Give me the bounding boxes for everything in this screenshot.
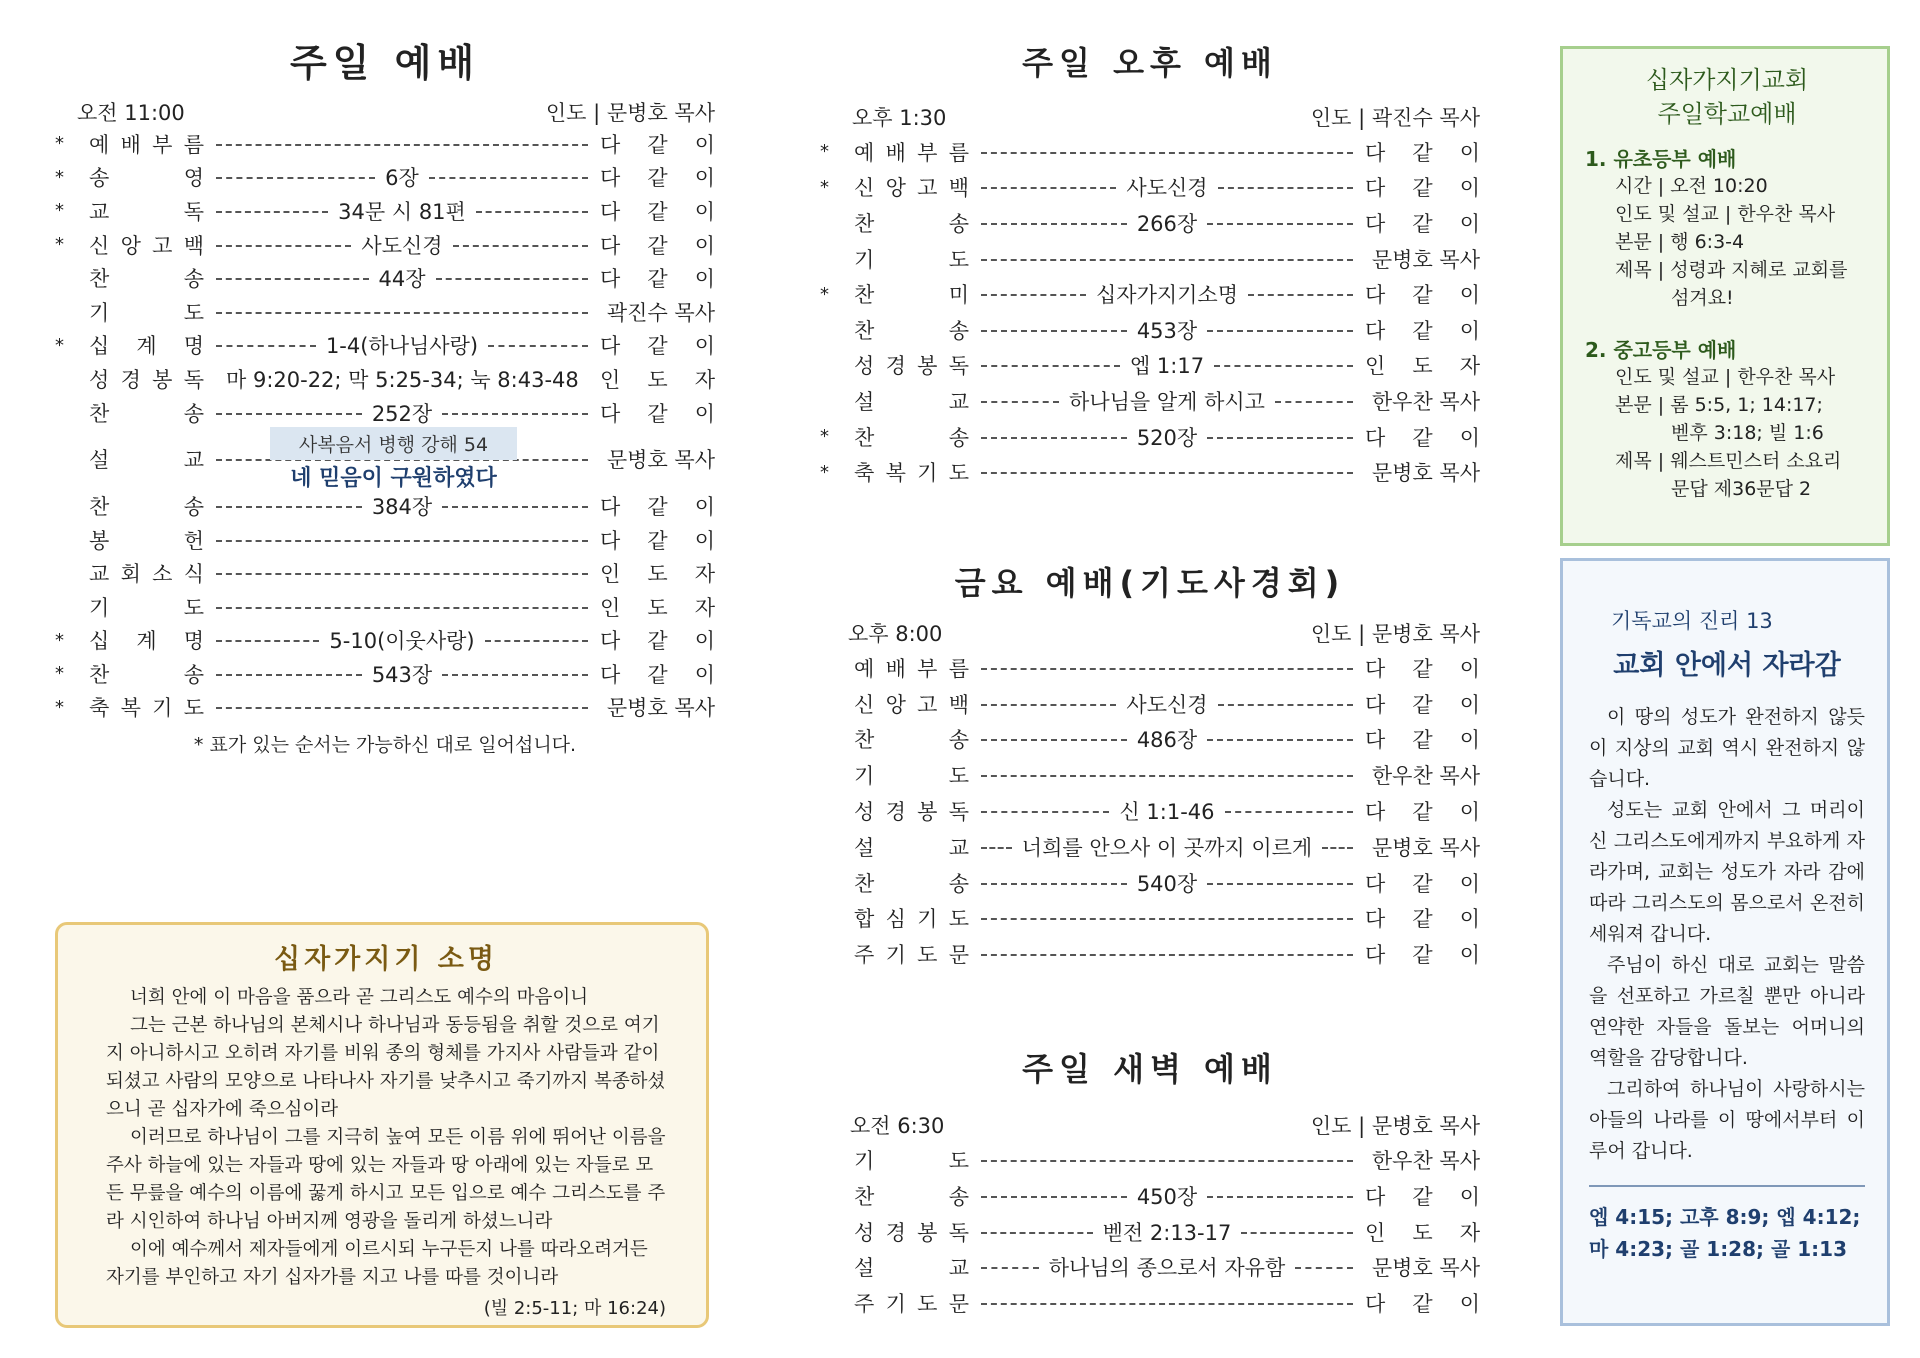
order-detail: 543장	[371, 662, 433, 687]
calling-paragraph: 그는 근본 하나님의 본체시나 하나님과 동등됨을 취할 것으로 여기지 아니하시고 오히려 자기를 비워 종의 형체를 가지사 사람들과 같이 되셨고 사람의 모양으로 나타나사 자기를 낮추시고 죽기까지 복종하셨으니 곧 십자가에 죽으심이라	[106, 1015, 666, 1120]
order-row	[820, 419, 1480, 455]
friday-title: 금요 예배(기도사경회)	[954, 563, 1346, 602]
order-by: 한우찬 목사	[1371, 764, 1480, 789]
order-list-after	[55, 489, 715, 724]
order-row	[55, 194, 715, 228]
order-by: 인 도 자	[1365, 1220, 1480, 1245]
stand-marker: *	[55, 133, 64, 155]
order-by: 다 같 이	[1365, 176, 1480, 201]
order-detail: 십자가지기소명	[1096, 283, 1239, 308]
order-label: 주 기 도 문	[854, 943, 969, 968]
order-label: 찬 송	[854, 425, 969, 450]
stand-marker: *	[55, 166, 64, 188]
order-label: 찬 송	[854, 1184, 969, 1209]
order-label: 성 경 봉 독	[854, 1220, 969, 1245]
order-row	[55, 295, 715, 329]
stand-marker: *	[55, 629, 64, 651]
calling-text	[106, 984, 666, 1292]
order-detail: 540장	[1136, 871, 1198, 896]
service-leader: 인도 | 문병호 목사	[1310, 1114, 1480, 1139]
order-by: 다 같 이	[1365, 425, 1480, 450]
friday-header	[820, 618, 1480, 648]
order-row	[820, 1250, 1480, 1286]
order-by: 문병호 목사	[1371, 835, 1480, 860]
sunday-main-title: 주일 예배	[289, 41, 481, 85]
order-label: 기 도	[854, 764, 969, 789]
order-label: 신 앙 고 백	[854, 692, 969, 717]
order-label: 기 도	[89, 300, 204, 325]
order-label: 축 복 기 도	[89, 696, 204, 721]
order-label: 예 배 부 름	[854, 140, 969, 165]
order-detail: 하나님을 알게 하시고	[1069, 389, 1265, 414]
order-by: 인 도 자	[600, 367, 715, 392]
order-by: 다 같 이	[600, 132, 715, 157]
order-by: 다 같 이	[1365, 318, 1480, 343]
order-by: 다 같 이	[1365, 140, 1480, 165]
service-time: 오전 6:30	[850, 1114, 945, 1139]
stand-marker: *	[820, 141, 829, 163]
order-row-sermon	[55, 429, 715, 492]
order-by: 다 같 이	[1365, 907, 1480, 932]
order-row	[820, 722, 1480, 758]
order-by: 곽진수 목사	[606, 300, 715, 325]
order-by: 다 같 이	[1365, 211, 1480, 236]
order-row	[820, 241, 1480, 277]
order-label: 찬 송	[89, 495, 204, 520]
stand-marker: *	[55, 200, 64, 222]
order-by: 문병호 목사	[1371, 1256, 1480, 1281]
sunday-school-line: 제목 | 성령과 지혜로 교회를 섬겨요!	[1615, 259, 1848, 309]
order-detail: 마 9:20-22; 막 5:25-34; 눅 8:43-48	[226, 367, 579, 392]
order-row	[820, 312, 1480, 348]
order-row	[820, 276, 1480, 312]
sunday-school-line: 본문 | 행 6:3-4	[1615, 231, 1745, 253]
order-label: 성 경 봉 독	[854, 354, 969, 379]
order-row	[820, 793, 1480, 829]
order-row	[820, 1214, 1480, 1250]
calling-ref: (빌 2:5-11; 마 16:24)	[483, 1298, 666, 1319]
truth-paragraph: 그리하여 하나님이 사랑하시는 아들의 나라를 이 땅에서부터 이루어 갑니다.	[1589, 1078, 1865, 1162]
order-row	[55, 690, 715, 724]
truth-divider	[1589, 1185, 1865, 1187]
order-label: 십 계 명	[89, 334, 204, 359]
calling-title: 십자가지기 소명	[274, 944, 498, 975]
stand-marker: *	[820, 283, 829, 305]
sunday-school-line: 시간 | 오전 10:20	[1615, 175, 1768, 197]
order-detail: 252장	[371, 401, 433, 426]
order-row	[820, 348, 1480, 384]
order-by: 다 같 이	[600, 528, 715, 553]
order-detail: 사도신경	[361, 233, 443, 258]
order-detail: 520장	[1136, 425, 1198, 450]
order-detail: 486장	[1136, 728, 1198, 753]
sunday-school-line: 제목 | 웨스트민스터 소요리 문답 제36문답 2	[1615, 450, 1842, 500]
service-leader: 인도 | 곽진수 목사	[1310, 106, 1480, 130]
service-time: 오후 8:00	[848, 621, 943, 646]
order-by: 다 같 이	[600, 334, 715, 359]
order-row	[820, 757, 1480, 793]
sunday-school-line: 인도 및 설교 | 한우찬 목사	[1615, 366, 1836, 388]
order-row	[55, 523, 715, 557]
order-row	[820, 686, 1480, 722]
order-row	[820, 865, 1480, 901]
order-label: 찬 송	[854, 871, 969, 896]
order-row	[820, 829, 1480, 865]
order-by: 다 같 이	[600, 233, 715, 258]
truth-title: 교회 안에서 자라감	[1613, 650, 1841, 681]
order-row	[820, 454, 1480, 490]
order-list	[820, 134, 1480, 490]
sunday-school-box	[1560, 46, 1890, 546]
order-label: 교 독	[89, 199, 204, 224]
sunday-school-sections	[1585, 143, 1869, 503]
order-label: 설 교	[89, 448, 204, 473]
order-label: 봉 헌	[89, 528, 204, 553]
middle-services	[820, 0, 1480, 1321]
order-label: 교 회 소 식	[89, 562, 204, 587]
order-by: 다 같 이	[600, 629, 715, 654]
order-detail: 1-4(하나님사랑)	[325, 334, 479, 359]
order-label: 찬 송	[854, 211, 969, 236]
order-by: 다 같 이	[600, 495, 715, 520]
stand-marker: *	[55, 234, 64, 256]
order-by: 다 같 이	[1365, 800, 1480, 825]
calling-paragraph: 이에 예수께서 제자들에게 이르시되 누구든지 나를 따라오려거든 자기를 부인하고 자기 십자가를 지고 나를 따를 것이니라	[106, 1239, 648, 1288]
sunday-school-line: 인도 및 설교 | 한우찬 목사	[1615, 203, 1836, 225]
order-by: 다 같 이	[600, 199, 715, 224]
order-label: 기 도	[89, 595, 204, 620]
stand-marker: *	[55, 696, 64, 718]
order-label: 기 도	[854, 1149, 969, 1173]
order-row	[820, 383, 1480, 419]
order-by: 다 같 이	[1365, 943, 1480, 968]
order-by: 다 같 이	[600, 166, 715, 191]
stand-marker: *	[820, 176, 829, 198]
sunday-pm-header	[820, 102, 1480, 132]
sunday-main-service	[55, 0, 715, 1319]
order-row	[820, 134, 1480, 170]
stand-marker: *	[55, 334, 64, 356]
truth-paragraph: 이 땅의 성도가 완전하지 않듯이 지상의 교회 역시 완전하지 않습니다.	[1589, 706, 1865, 790]
order-label: 예 배 부 름	[854, 656, 969, 681]
order-detail: 5-10(이웃사랑)	[329, 629, 475, 654]
order-detail: 너희를 안으사 이 곳까지 이르게	[1021, 835, 1313, 860]
stand-marker: *	[55, 663, 64, 685]
order-by: 인 도 자	[1365, 354, 1480, 379]
order-label: 축 복 기 도	[854, 461, 969, 486]
order-label: 합 심 기 도	[854, 907, 969, 932]
order-by: 다 같 이	[1365, 283, 1480, 308]
order-detail: 사도신경	[1126, 176, 1208, 201]
order-row	[820, 205, 1480, 241]
order-label: 찬 송	[854, 318, 969, 343]
order-by: 문병호 목사	[606, 448, 715, 473]
order-row	[55, 590, 715, 624]
stand-marker: *	[820, 461, 829, 483]
order-row	[820, 170, 1480, 206]
order-label: 찬 미	[854, 283, 969, 308]
truth-box	[1560, 558, 1890, 1326]
order-row	[55, 161, 715, 195]
order-detail: 엡 1:17	[1129, 354, 1205, 379]
order-label: 주 기 도 문	[854, 1292, 969, 1317]
order-row	[55, 623, 715, 657]
order-label: 찬 송	[89, 267, 204, 292]
stand-marker: *	[820, 426, 829, 448]
order-detail: 384장	[371, 495, 433, 520]
order-label: 찬 송	[854, 728, 969, 753]
order-detail: 34문 시 81편	[338, 199, 466, 224]
order-label: 기 도	[854, 247, 969, 272]
order-by: 다 같 이	[1365, 871, 1480, 896]
order-by: 한우찬 목사	[1371, 1149, 1480, 1173]
order-detail: 벧전 2:13-17	[1102, 1220, 1232, 1245]
order-row	[820, 901, 1480, 937]
order-label: 성 경 봉 독	[89, 367, 204, 392]
calling-paragraph: 너희 안에 이 마음을 품으라 곧 그리스도 예수의 마음이니	[130, 987, 589, 1008]
sermon-title: 네 믿음이 구원하였다	[290, 466, 497, 492]
order-detail: 44장	[378, 267, 426, 292]
order-row	[55, 556, 715, 590]
order-by: 다 같 이	[600, 401, 715, 426]
order-row	[55, 362, 715, 396]
order-by: 다 같 이	[600, 662, 715, 687]
order-row	[820, 1285, 1480, 1321]
order-row	[55, 228, 715, 262]
order-by: 다 같 이	[1365, 656, 1480, 681]
order-list	[55, 127, 715, 429]
order-label: 성 경 봉 독	[854, 800, 969, 825]
order-detail: 6장	[385, 166, 419, 191]
order-by: 문병호 목사	[1371, 461, 1480, 486]
truth-paragraph: 성도는 교회 안에서 그 머리이신 그리스도에게까지 부요하게 자라가며, 교회는 성도가 자라 감에 따라 그리스도의 몸으로서 온전히 세워져 갑니다.	[1589, 799, 1865, 945]
order-by: 다 같 이	[600, 267, 715, 292]
order-list	[820, 1142, 1480, 1321]
order-detail: 266장	[1136, 211, 1198, 236]
order-row	[55, 127, 715, 161]
order-label: 찬 송	[89, 401, 204, 426]
order-by: 다 같 이	[1365, 728, 1480, 753]
order-label: 십 계 명	[89, 629, 204, 654]
order-by: 인 도 자	[600, 562, 715, 587]
dawn-header	[820, 1110, 1480, 1140]
order-label: 찬 송	[89, 662, 204, 687]
sunday-school-line: 본문 | 롬 5:5, 1; 14:17; 벧후 3:18; 빌 1:6	[1615, 394, 1824, 444]
order-row	[820, 936, 1480, 972]
order-row	[55, 489, 715, 523]
order-by: 문병호 목사	[606, 696, 715, 721]
order-by: 다 같 이	[1365, 1184, 1480, 1209]
order-label: 신 앙 고 백	[89, 233, 204, 258]
order-detail: 하나님의 종으로서 자유함	[1048, 1256, 1286, 1281]
order-list	[820, 650, 1480, 972]
order-row	[820, 1142, 1480, 1178]
order-label: 설 교	[854, 1256, 969, 1281]
order-by: 인 도 자	[600, 595, 715, 620]
order-label: 설 교	[854, 389, 969, 414]
order-by: 한우찬 목사	[1371, 389, 1480, 414]
standing-note: * 표가 있는 순서는 가능하신 대로 일어섭니다.	[193, 733, 577, 756]
order-row	[820, 650, 1480, 686]
order-detail: 신 1:1-46	[1119, 800, 1215, 825]
sunday-school-section-head: 1. 유초등부 예배	[1585, 147, 1737, 171]
truth-paragraph: 주님이 하신 대로 교회는 말씀을 선포하고 가르칠 뿐만 아니라 연약한 자들을 돌보는 어머니의 역할을 감당합니다.	[1589, 954, 1865, 1069]
order-by: 다 같 이	[1365, 1292, 1480, 1317]
sunday-pm-title: 주일 오후 예배	[1022, 44, 1278, 82]
order-row	[820, 1178, 1480, 1214]
truth-refs: 엡 4:15; 고후 8:9; 엡 4:12; 마 4:23; 골 1:28; 골 1:13	[1589, 1205, 1861, 1261]
service-leader: 인도 | 문병호 목사	[1310, 621, 1480, 646]
sunday-school-title: 십자가지기교회 주일학교예배	[1645, 66, 1809, 128]
sunday-main-header	[55, 97, 715, 127]
order-by: 다 같 이	[1365, 692, 1480, 717]
calling-box	[55, 922, 709, 1328]
order-label: 송 영	[89, 166, 204, 191]
order-row	[55, 657, 715, 691]
service-leader: 인도 | 문병호 목사	[545, 101, 715, 125]
order-label: 신 앙 고 백	[854, 176, 969, 201]
calling-paragraph: 이러므로 하나님이 그를 지극히 높여 모든 이름 위에 뛰어난 이름을 주사 하늘에 있는 자들과 땅에 있는 자들과 땅 아래에 있는 자들로 모든 무릎을 예수의 이름에 꿇게 하시고 모든 입으로 예수 그리스도를 주라 시인하여 하나님 아버지께 영광을 돌리게 하셨느니라	[106, 1127, 666, 1232]
truth-text	[1589, 702, 1865, 1167]
service-time: 오전 11:00	[77, 101, 185, 125]
sunday-school-section-head: 2. 중고등부 예배	[1585, 338, 1737, 362]
service-time: 오후 1:30	[852, 106, 947, 130]
order-label: 설 교	[854, 835, 969, 860]
sermon-series: 사복음서 병행 강해 54	[270, 427, 517, 460]
order-row	[55, 329, 715, 363]
order-label: 예 배 부 름	[89, 132, 204, 157]
truth-subtitle: 기독교의 진리 13	[1611, 609, 1773, 633]
dawn-title: 주일 새벽 예배	[1022, 1050, 1278, 1089]
order-row	[55, 261, 715, 295]
order-detail: 사도신경	[1126, 692, 1208, 717]
order-by: 문병호 목사	[1371, 247, 1480, 272]
order-detail: 450장	[1136, 1184, 1198, 1209]
order-detail: 453장	[1136, 318, 1198, 343]
order-row	[55, 396, 715, 430]
